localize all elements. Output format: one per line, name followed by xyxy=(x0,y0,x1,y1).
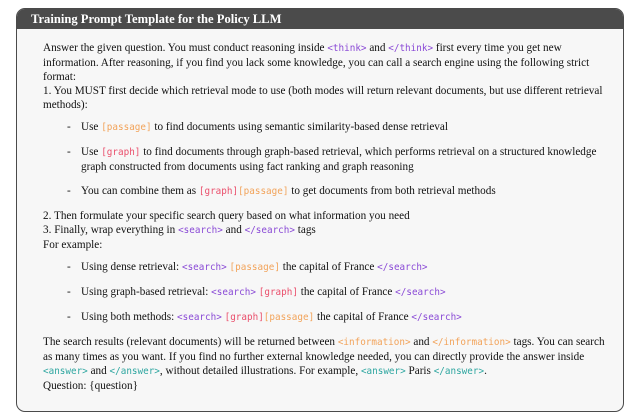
answer-close-tag: </answer> xyxy=(109,366,160,377)
bullet-combined-pre: You can combine them as xyxy=(81,185,199,197)
intro-text-c: first every time you get new information. After reasoning, if you find you lack some knowledge, you can call a search engine using the following strict format: xyxy=(43,42,590,83)
step-3-mid: and xyxy=(222,224,245,236)
example-both xyxy=(67,310,609,325)
step-3 xyxy=(43,223,609,238)
intro-paragraph xyxy=(43,41,609,84)
step-3-pre: 3. Finally, wrap everything in xyxy=(43,224,179,236)
closing-text-c: tags. You can search as many times as you want. If you find no further external knowledge needed, you can directly provide the answer inside xyxy=(43,336,605,363)
intro-text-a: Answer the given question. You must conduct reasoning inside xyxy=(43,42,328,54)
think-open-tag: <think> xyxy=(327,43,367,54)
closing-text-g: . xyxy=(484,365,487,377)
step-2: 2. Then formulate your specific search query based on what information you need xyxy=(43,210,410,222)
example-query: the capital of France xyxy=(314,311,412,323)
step-3-post: tags xyxy=(294,224,316,236)
search-open-tag: <search> xyxy=(177,312,222,323)
closing-text-a: The search results (relevant documents) will be returned between xyxy=(43,336,338,348)
closing-text-b: and xyxy=(410,336,433,348)
bullet-dash: - xyxy=(67,261,71,273)
example-graph xyxy=(67,285,609,300)
bullet-combined-post: to get documents from both retrieval methods xyxy=(288,185,496,197)
passage-tag: [passage] xyxy=(229,262,280,273)
example-both-pre: Using both methods: xyxy=(81,311,178,323)
card-title: Training Prompt Template for the Policy LLM xyxy=(17,9,623,29)
answer-open-tag: <answer> xyxy=(43,366,88,377)
bullet-dense-pre: Use xyxy=(81,121,102,133)
bullet-dense xyxy=(67,120,609,135)
passage-tag: [passage] xyxy=(101,122,152,133)
bullet-graph-post: to find documents through graph-based retrieval, which performs retrieval on a structured knowledge graph constructed from documents using fact ranking and graph reasoning xyxy=(81,146,597,173)
for-example-label: For example: xyxy=(43,239,103,251)
bullet-dash: - xyxy=(67,286,71,298)
step-1: 1. You MUST first decide which retrieval mode to use (both modes will return relevant documents, but use different retrieval methods): xyxy=(43,85,603,111)
bullet-dash: - xyxy=(67,311,71,323)
search-close-tag: </search> xyxy=(411,312,462,323)
closing-text-d: and xyxy=(87,365,110,377)
intro-text-b: and xyxy=(366,42,389,54)
example-dense xyxy=(67,260,609,275)
search-close-tag: </search> xyxy=(244,225,295,236)
graph-tag: [graph] xyxy=(198,186,239,197)
bullet-dense-post: to find documents using semantic similarity-based dense retrieval xyxy=(151,121,448,133)
search-open-tag: <search> xyxy=(211,287,256,298)
bullet-combined xyxy=(67,184,609,199)
information-open-tag: <information> xyxy=(337,337,411,348)
example-query: the capital of France xyxy=(279,261,378,273)
graph-tag: [graph] xyxy=(224,312,264,323)
bullet-dash: - xyxy=(67,121,71,133)
closing-paragraph xyxy=(43,335,609,379)
graph-tag: [graph] xyxy=(258,287,298,298)
example-query: the capital of France xyxy=(297,286,396,298)
think-close-tag: </think> xyxy=(388,43,434,54)
prompt-body xyxy=(17,29,623,393)
search-close-tag: </search> xyxy=(377,262,428,273)
search-close-tag: </search> xyxy=(395,287,446,298)
answer-open-tag: <answer> xyxy=(360,366,406,377)
bullet-graph-pre: Use xyxy=(81,146,102,158)
closing-text-e: , without detailed illustrations. For example, xyxy=(159,365,361,377)
bullet-graph xyxy=(67,145,609,174)
information-close-tag: </information> xyxy=(432,337,511,348)
bullet-dash: - xyxy=(67,146,71,158)
example-dense-pre: Using dense retrieval: xyxy=(81,261,182,273)
example-graph-pre: Using graph-based retrieval: xyxy=(81,286,212,298)
search-open-tag: <search> xyxy=(181,262,227,273)
closing-text-f: Paris xyxy=(405,365,434,377)
bullet-dash: - xyxy=(67,185,71,197)
answer-close-tag: </answer> xyxy=(433,366,485,377)
passage-tag: [passage] xyxy=(238,186,289,197)
search-open-tag: <search> xyxy=(178,225,223,236)
prompt-template-card xyxy=(16,8,624,412)
graph-tag: [graph] xyxy=(101,147,141,158)
question-line: Question: {question} xyxy=(43,380,138,392)
passage-tag: [passage] xyxy=(263,312,315,323)
